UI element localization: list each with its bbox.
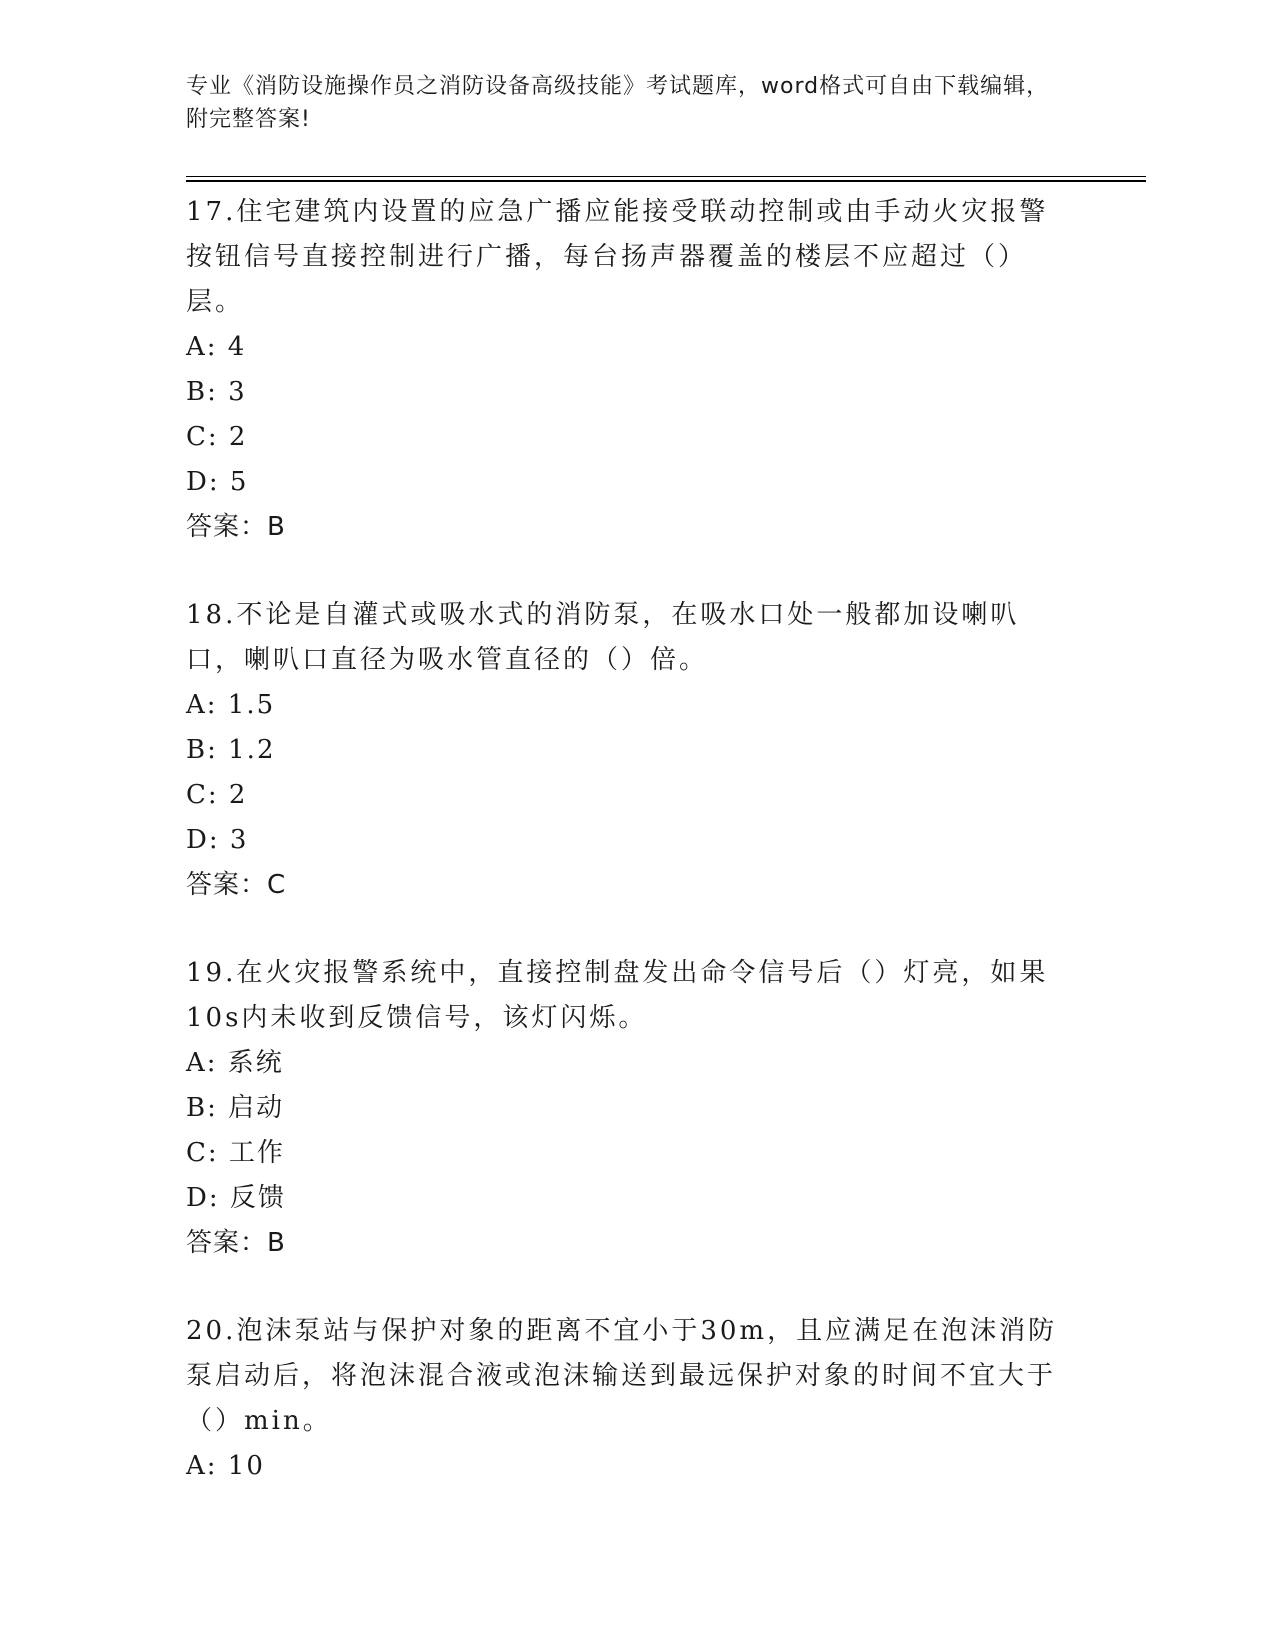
- question-list: [186, 190, 1076, 1532]
- question-20: [186, 1309, 1076, 1489]
- question-19: [186, 951, 1076, 1266]
- question-17: [186, 190, 1076, 550]
- question-text: 20.泡沫泵站与保护对象的距离不宜小于30m，且应满足在泡沫消防泵启动后，将泡沫混合液或泡沫输送到最远保护对象的时间不宜大于（）min。: [186, 1316, 1058, 1436]
- answer-text: 答案：B: [186, 512, 286, 542]
- option-b: B: 1.2: [186, 735, 276, 765]
- option-c: C: 工作: [186, 1138, 285, 1168]
- option-c: C: 2: [186, 422, 248, 452]
- document-header: 专业《消防设施操作员之消防设备高级技能》考试题库，word格式可自由下载编辑，附完整答案!: [186, 74, 1050, 132]
- option-d: D: 反馈: [186, 1183, 286, 1213]
- option-a: A: 1.5: [186, 690, 276, 720]
- question-text: 17.住宅建筑内设置的应急广播应能接受联动控制或由手动火灾报警按钮信号直接控制进行广播，每台扬声器覆盖的楼层不应超过（）层。: [186, 197, 1049, 317]
- question-18: [186, 593, 1076, 908]
- option-d: D: 5: [186, 467, 249, 497]
- answer-text: 答案：B: [186, 1228, 286, 1258]
- header-divider-thick: [186, 180, 1146, 182]
- option-a: A: 系统: [186, 1048, 284, 1078]
- question-text: 19.在火灾报警系统中，直接控制盘发出命令信号后（）灯亮，如果10s内未收到反馈信号，该灯闪烁。: [186, 958, 1049, 1033]
- question-text: 18.不论是自灌式或吸水式的消防泵，在吸水口处一般都加设喇叭口，喇叭口直径为吸水管直径的（）倍。: [186, 600, 1020, 675]
- option-a: A: 10: [186, 1451, 265, 1481]
- option-a: A: 4: [186, 332, 247, 362]
- header-divider-thin: [186, 176, 1146, 177]
- option-c: C: 2: [186, 780, 248, 810]
- option-d: D: 3: [186, 825, 249, 855]
- option-b: B: 3: [186, 377, 247, 407]
- option-b: B: 启动: [186, 1093, 285, 1123]
- answer-text: 答案：C: [186, 870, 287, 900]
